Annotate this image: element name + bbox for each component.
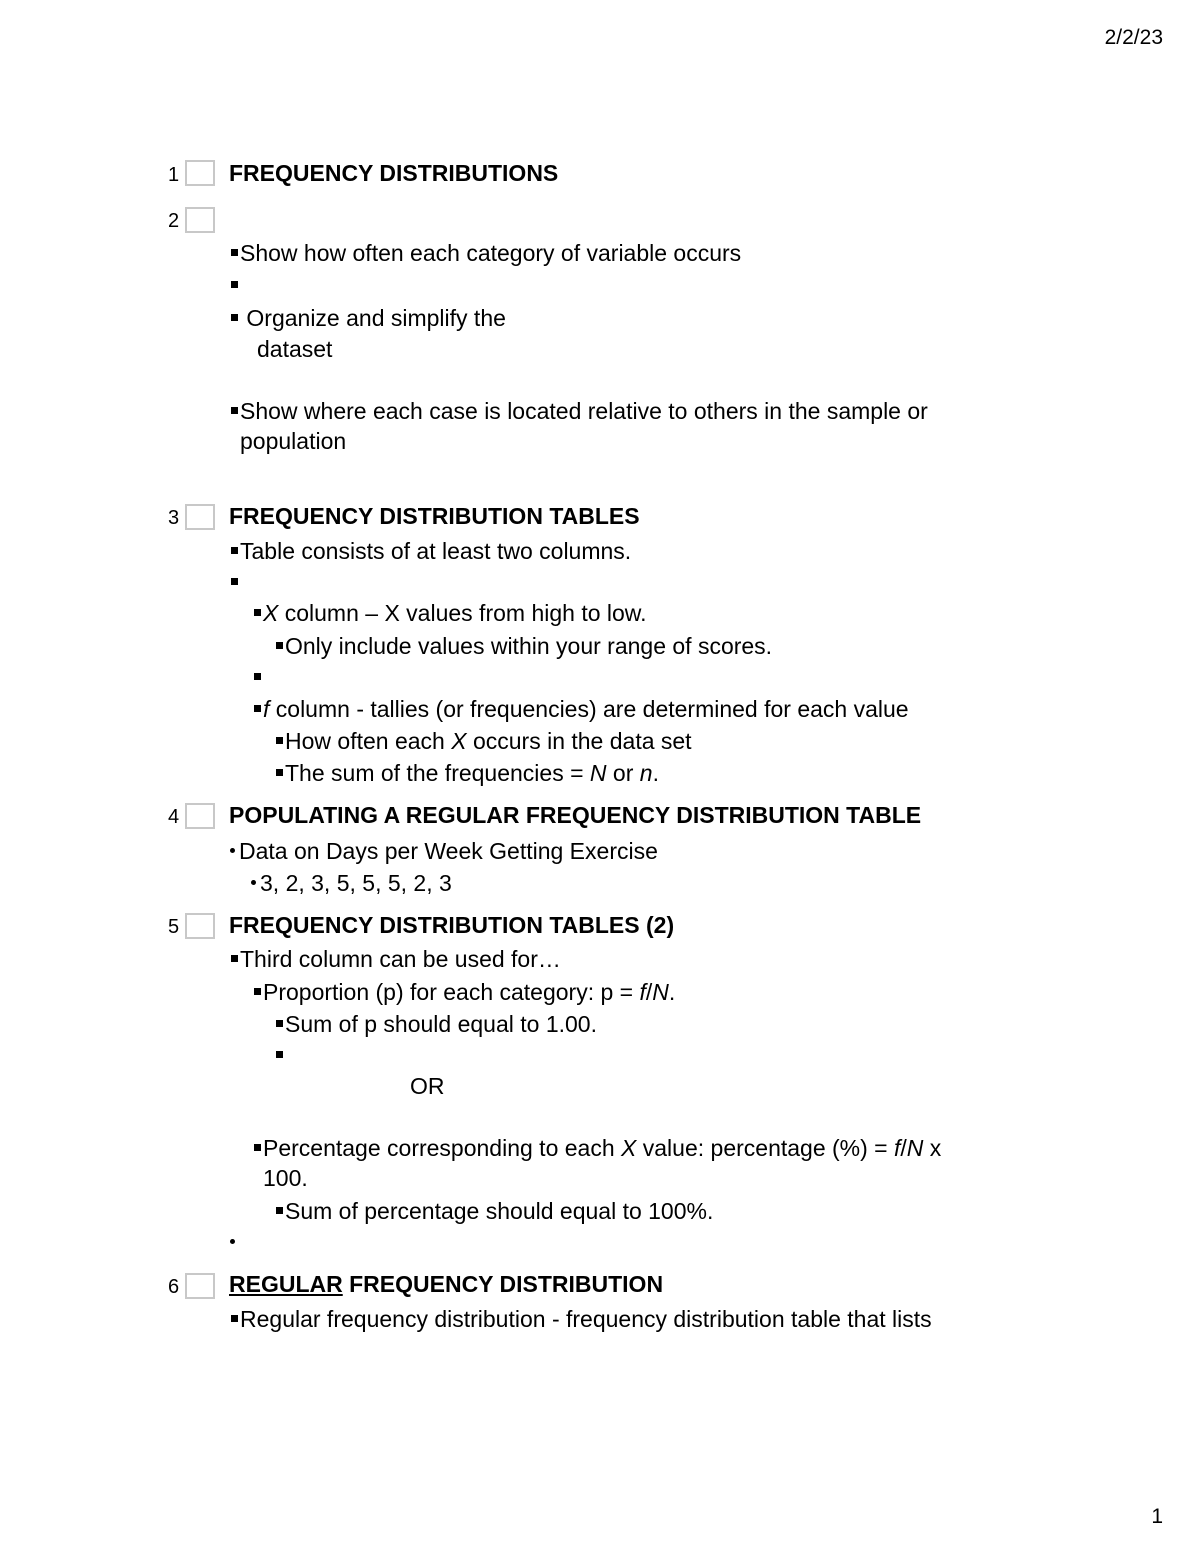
square-bullet-icon [276,1020,283,1027]
bullet-line [231,571,240,594]
bullet-line: X column – X values from high to low. [254,602,647,625]
bullet-line: Show how often each category of variable occurs [231,242,741,265]
bullet-line: Show where each case is located relative to others in the sample or [231,400,928,423]
bullet-line [231,274,240,297]
square-bullet-icon [276,1051,283,1058]
slide-thumbnail-box [185,504,215,530]
square-bullet-icon [231,407,238,414]
bullet-line: Third column can be used for… [231,948,561,971]
slide-number: 2 [168,210,180,232]
square-bullet-icon [276,737,283,744]
bullet-line: How often each X occurs in the data set [276,730,692,753]
page-number: 1 [1151,1505,1163,1528]
bullet-line: 3, 2, 3, 5, 5, 5, 2, 3 [251,872,452,895]
bullet-line: Sum of p should equal to 1.00. [276,1013,597,1036]
square-bullet-icon [254,673,261,680]
square-bullet-icon [276,642,283,649]
bullet-line: f column - tallies (or frequencies) are determined for each value [254,698,909,721]
square-bullet-icon [254,1144,261,1151]
square-bullet-icon [231,249,238,256]
slide-title: FREQUENCY DISTRIBUTION TABLES (2) [229,912,675,938]
bullet-line: Organize and simplify the [231,307,506,330]
bullet-line [254,666,263,689]
square-bullet-icon [231,314,238,321]
square-bullet-icon [254,705,261,712]
bullet-line: Table consists of at least two columns. [231,540,631,563]
slide-thumbnail-box [185,160,215,186]
header-date: 2/2/23 [1104,26,1163,49]
square-bullet-icon [231,955,238,962]
dot-bullet-icon [230,1239,235,1244]
text-line: population [240,428,347,454]
bullet-line [276,1044,285,1067]
slide-number: 6 [168,1276,180,1298]
slide-title: REGULAR FREQUENCY DISTRIBUTION [229,1271,664,1297]
text-line: dataset [257,336,333,362]
square-bullet-icon [231,547,238,554]
slide-thumbnail-box [185,913,215,939]
slide-thumbnail-box [185,207,215,233]
dot-bullet-icon [230,848,235,853]
slide-thumbnail-box [185,803,215,829]
slide-number: 3 [168,507,180,529]
square-bullet-icon [231,281,238,288]
bullet-line [230,1231,239,1254]
dot-bullet-icon [251,880,256,885]
slide-thumbnail-box [185,1273,215,1299]
slide-title: FREQUENCY DISTRIBUTIONS [229,160,559,186]
square-bullet-icon [276,1207,283,1214]
slide-title: POPULATING A REGULAR FREQUENCY DISTRIBUTION TABLE [229,802,922,828]
square-bullet-icon [254,988,261,995]
bullet-line: The sum of the frequencies = N or n. [276,762,659,785]
or-text: OR [410,1073,445,1099]
bullet-line: Sum of percentage should equal to 100%. [276,1200,713,1223]
bullet-line: Regular frequency distribution - frequency distribution table that lists [231,1308,932,1331]
slide-number: 1 [168,164,180,186]
square-bullet-icon [276,769,283,776]
bullet-line: Percentage corresponding to each X value: percentage (%) = f/N x [254,1137,941,1160]
slide-title: FREQUENCY DISTRIBUTION TABLES [229,503,640,529]
bullet-line: Proportion (p) for each category: p = f/N. [254,981,675,1004]
bullet-line: Only include values within your range of scores. [276,635,772,658]
slide-number: 5 [168,916,180,938]
text-line: 100. [263,1165,308,1191]
square-bullet-icon [231,1315,238,1322]
bullet-line: Data on Days per Week Getting Exercise [230,840,658,863]
square-bullet-icon [231,578,238,585]
slide-number: 4 [168,806,180,828]
square-bullet-icon [254,609,261,616]
